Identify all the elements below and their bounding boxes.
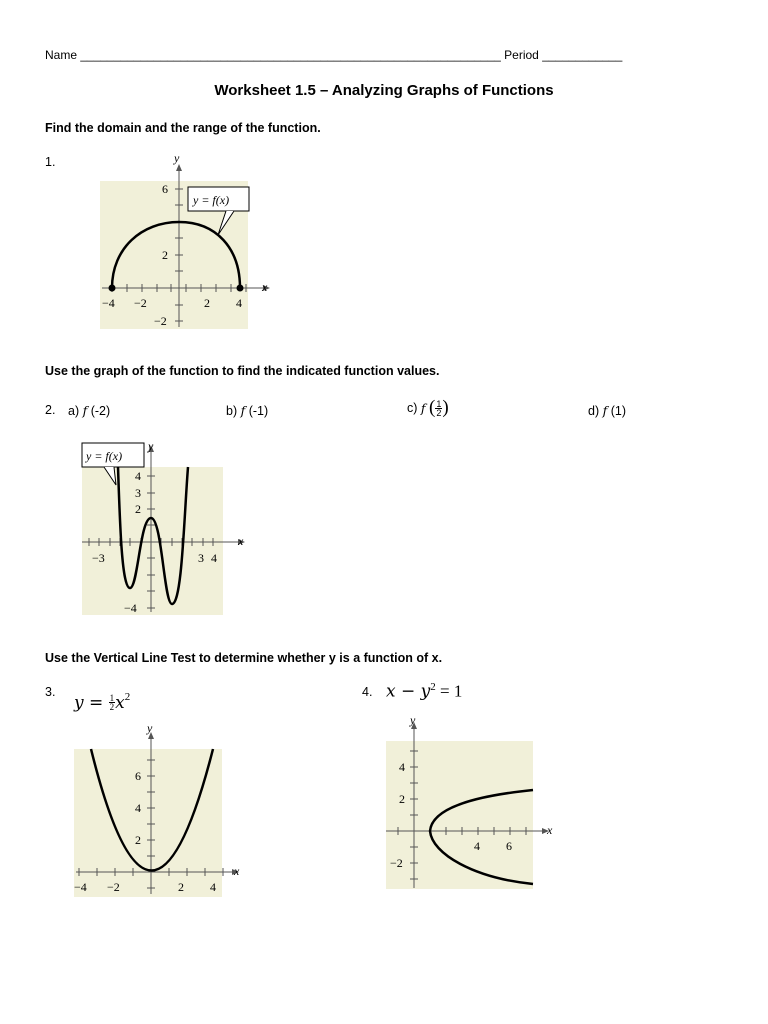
graph-2 bbox=[80, 438, 255, 618]
graph-4 bbox=[384, 712, 564, 892]
graph-1-y-arrow-icon bbox=[176, 164, 182, 171]
problem-2b-arg: (-1) bbox=[248, 404, 269, 418]
graph-3-ytick-6: 6 bbox=[135, 769, 141, 783]
graph-4-xtick-6: 6 bbox=[506, 839, 512, 853]
page-title: Worksheet 1.5 – Analyzing Graphs of Functions bbox=[214, 82, 554, 99]
problem-2c bbox=[407, 397, 449, 419]
problem-2d bbox=[588, 403, 626, 418]
graph-1-xtick-2: 2 bbox=[204, 296, 210, 310]
problem-2d-func: f bbox=[602, 403, 608, 418]
graph-4-background bbox=[386, 741, 533, 889]
problem-2d-label: d) bbox=[588, 404, 600, 418]
problem-2a-label: a) bbox=[68, 404, 80, 418]
problem-1-number: 1. bbox=[45, 155, 56, 169]
problem-2c-func: f bbox=[420, 400, 426, 416]
graph-1-x-label: x bbox=[262, 280, 268, 294]
graph-3-xtick-4: 4 bbox=[210, 880, 216, 894]
graph-3 bbox=[74, 722, 249, 902]
graph-3-y-label: y bbox=[147, 721, 153, 735]
graph-3-xtick-neg2: −2 bbox=[107, 880, 120, 894]
graph-2-ytick-2: 2 bbox=[135, 502, 141, 516]
instruction-function-values: Use the graph of the function to find the indicated function values. bbox=[45, 364, 440, 378]
problem-2-number: 2. bbox=[45, 403, 56, 417]
problem-3-equation: y = $\frac{1}{2}$ $x^2$ bbox=[74, 691, 131, 713]
graph-3-x-label: x bbox=[234, 864, 240, 878]
problem-2c-open-paren: ( bbox=[429, 397, 436, 418]
graph-4-y-label: y bbox=[410, 713, 416, 727]
graph-1-right-endpoint bbox=[237, 285, 244, 292]
period-blank[interactable]: ____________ bbox=[542, 48, 623, 62]
graph-2-xtick-4: 4 bbox=[211, 551, 217, 565]
problem-2c-label: c) bbox=[407, 401, 418, 415]
graph-2-x-label: x bbox=[238, 534, 244, 548]
graph-3-ytick-4: 4 bbox=[135, 801, 141, 815]
problem-2b bbox=[226, 403, 268, 418]
graph-2-background bbox=[82, 467, 223, 615]
problem-3-fraction: $\frac{1}{2}$ bbox=[109, 693, 115, 713]
graph-4-ytick-4: 4 bbox=[399, 760, 405, 774]
graph-4-ytick-neg2: −2 bbox=[390, 856, 403, 870]
graph-2-ytick-3: 3 bbox=[135, 486, 141, 500]
graph-2-y-label: y bbox=[148, 439, 154, 453]
graph-1-xtick-neg2: −2 bbox=[134, 296, 147, 310]
problem-4-number: 4. bbox=[362, 685, 373, 699]
problem-2b-func: f bbox=[240, 403, 246, 418]
graph-1-ytick-2: 2 bbox=[162, 248, 168, 262]
graph-1-ytick-neg2: −2 bbox=[154, 314, 167, 328]
problem-2a-func: f bbox=[82, 403, 88, 418]
problem-4-equation: $x - y^2 = 1$ bbox=[386, 681, 463, 702]
problem-2a bbox=[68, 403, 110, 418]
graph-1-xtick-neg4: −4 bbox=[102, 296, 115, 310]
graph-1-ytick-6: 6 bbox=[162, 182, 168, 196]
problem-2c-close-paren: ) bbox=[442, 397, 449, 418]
graph-1-left-endpoint bbox=[109, 285, 116, 292]
graph-2-callout-text: y = f(x) bbox=[86, 449, 123, 463]
graph-1-callout-text: y = f(x) bbox=[193, 193, 230, 207]
graph-2-xtick-neg3: −3 bbox=[92, 551, 105, 565]
period-label: Period bbox=[504, 48, 539, 62]
graph-3-ytick-2: 2 bbox=[135, 833, 141, 847]
problem-3-number: 3. bbox=[45, 685, 56, 699]
graph-4-x-label: x bbox=[547, 823, 553, 837]
graph-4-ytick-2: 2 bbox=[399, 792, 405, 806]
graph-3-xtick-neg4: −4 bbox=[74, 880, 87, 894]
name-line bbox=[45, 48, 622, 62]
problem-2a-arg: (-2) bbox=[90, 404, 111, 418]
graph-1-y-label: y bbox=[174, 151, 180, 165]
instruction-domain-range: Find the domain and the range of the function. bbox=[45, 121, 321, 135]
graph-3-xtick-2: 2 bbox=[178, 880, 184, 894]
name-label: Name bbox=[45, 48, 78, 62]
graph-1 bbox=[100, 150, 275, 332]
instruction-vertical-line-test: Use the Vertical Line Test to determine whether y is a function of x. bbox=[45, 651, 443, 665]
graph-2-ytick-4: 4 bbox=[135, 469, 141, 483]
problem-2c-fraction: $\frac{1}{2}$ bbox=[436, 398, 442, 418]
graph-2-ytick-neg4: −4 bbox=[124, 601, 137, 615]
graph-1-xtick-4: 4 bbox=[236, 296, 242, 310]
problem-2b-label: b) bbox=[226, 404, 238, 418]
graph-4-xtick-4: 4 bbox=[474, 839, 480, 853]
problem-2d-arg: (1) bbox=[610, 404, 627, 418]
name-blank[interactable]: _______________________________________________________________ bbox=[80, 48, 501, 62]
graph-2-xtick-3: 3 bbox=[198, 551, 204, 565]
